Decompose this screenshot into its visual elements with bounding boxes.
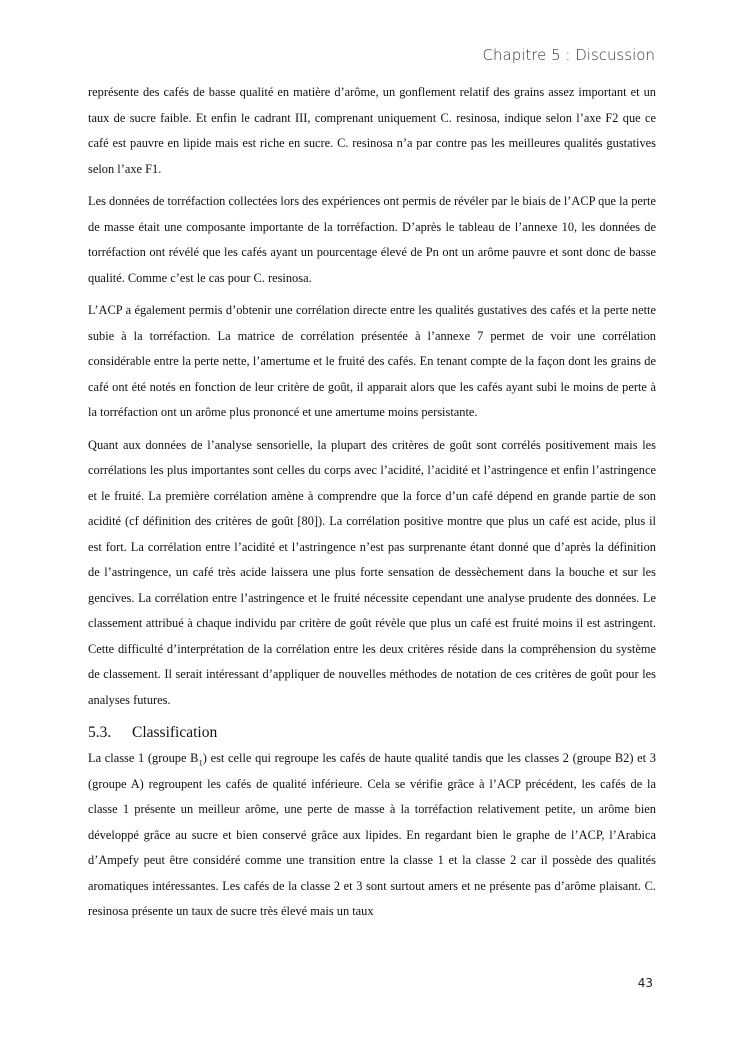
page-body bbox=[88, 80, 656, 932]
paragraph-4: Quant aux données de l’analyse sensorielle, la plupart des critères de goût sont corrélés positivement mais les corrélations les plus importantes sont celles du corps avec l’acidité, l’acidité et l’astringence et enfin l’astringence et le fruité. La première corrélation amène à comprendre que la force d’un café dépend en grande partie de son acidité (cf définition des critères de goût [80]). La corrélation positive montre que plus un café est acide, plus il est fort. La corrélation entre l’acidité et l’astringence n’est pas surprenante étant donné que d’après la définition de l’astringence, un café très acide laissera une plus forte sensation de dessèchement dans la bouche et sur les gencives. La corrélation entre l’astringence et le fruité nécessite cependant une analyse prudente des données. Le classement attribué à chaque individu par critère de goût révèle que plus un café est fruité moins il est astringent. Cette difficulté d’interprétation de la corrélation entre les deux critères réside dans la compréhension du système de classement. Il serait intéressant d’appliquer de nouvelles méthodes de notation de ces critères de goût pour les analyses futures. bbox=[88, 437, 656, 707]
paragraph-3: L’ACP a également permis d’obtenir une corrélation directe entre les qualités gustatives des cafés et la perte nette subie à la torréfaction. La matrice de corrélation présentée à l’annexe 7 permet de voir une corrélation considérable entre la perte nette, l’amertume et le fruité des cafés. En tenant compte de la façon dont les grains de café ont été notés en fonction de leur critère de goût, il apparait alors que les cafés ayant subi le moins de perte à la torréfaction ont un arôme plus prononcé et une amertume moins persistante. bbox=[88, 303, 656, 419]
section-number: 5.3. bbox=[88, 724, 112, 741]
paragraph-5-start: La classe 1 (groupe B bbox=[88, 751, 199, 765]
section-title: Classification bbox=[132, 724, 218, 741]
chapter-header: Chapitre 5 : Discussion bbox=[482, 46, 655, 64]
paragraph-5-rest: ) est celle qui regroupe les cafés de haute qualité tandis que les classes 2 (groupe B2) et 3 (groupe A) regroupent les cafés de qualité inférieure. Cela se vérifie grâce à l’ACP précédent, les cafés de la classe 1 présente un meilleur arôme, une perte de masse à la torréfaction relativement petite, un arôme bien développé grâce au sucre et bien conservé grâce aux lipides. En regardant bien le graphe de l’ACP, l’Arabica d’Ampefy peut être considéré comme une transition entre la classe 1 et la classe 2 car il possède des qualités aromatiques intéressantes. Les cafés de la classe 2 et 3 sont surtout amers et ne présente pas d’arôme plaisant. C. resinosa présente un taux de sucre très élevé mais un taux bbox=[88, 751, 656, 918]
paragraph-1: représente des cafés de basse qualité en matière d’arôme, un gonflement relatif des grains assez important et un taux de sucre faible. Et enfin le cadrant III, comprenant uniquement C. resinosa, indique selon l’axe F2 que ce café est pauvre en lipide mais est riche en sucre. C. resinosa n’a par contre pas les meilleures qualités gustatives selon l’axe F1. bbox=[88, 85, 656, 176]
page-number: 43 bbox=[637, 976, 653, 990]
paragraph-2: Les données de torréfaction collectées lors des expériences ont permis de révéler par le biais de l’ACP que la perte de masse était une composante importante de la torréfaction. D’après le tableau de l’annexe 10, les données de torréfaction ont révélé que les cafés ayant un pourcentage élevé de Pn ont un arôme pauvre et sont donc de basse qualité. Comme c’est le cas pour C. resinosa. bbox=[88, 194, 656, 285]
group-subscript: 1 bbox=[198, 757, 203, 768]
section-heading bbox=[88, 720, 656, 746]
paragraph-5 bbox=[88, 746, 656, 925]
